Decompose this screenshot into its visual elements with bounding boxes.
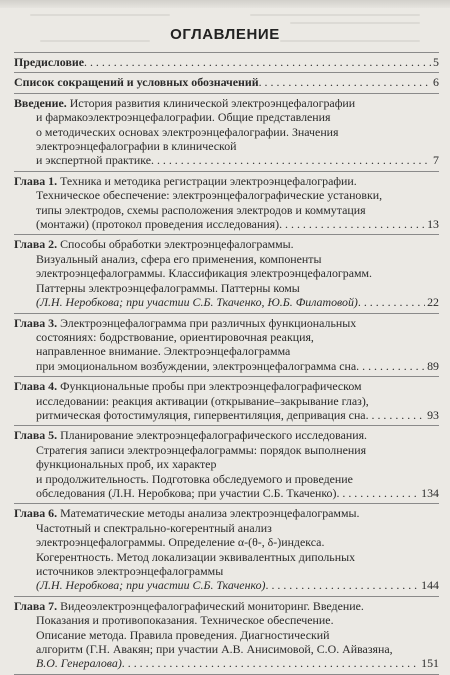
toc-entry-line: электроэнцефалограммы. Классификация электроэнцефалограмм. — [36, 266, 373, 281]
toc-entry-text: История развития клинической электроэнцефалографии — [66, 95, 356, 110]
toc-entry-line: Частотный и спектрально-когерентный анализ — [36, 520, 272, 535]
toc-entry-line: состояниях: бодрствование, ориентировочная реакция, — [36, 329, 314, 344]
toc-entry-authors: В.О. Генералова) — [36, 656, 122, 671]
toc-entry-line: алгоритм (Г.Н. Авакян; при участии А.В. Анисимовой, С.О. Айвазяна, — [36, 642, 393, 657]
toc-entry-preface[interactable] — [14, 52, 439, 72]
toc-entry-line: электроэнцефалограммы. Определение α-(θ-, δ-)индекса. — [36, 535, 325, 550]
toc-entry-line: Описание метода. Правила проведения. Диагностический — [36, 627, 330, 642]
toc-entry-chapter-2[interactable] — [14, 234, 439, 312]
toc-entry-text: Видеоэлектроэнцефалографический мониторинг. Введение. — [57, 598, 364, 613]
toc-entry-line: и фармакоэлектроэнцефалографии. Общие представления — [36, 110, 331, 125]
toc-entry-text: Планирование электроэнцефалографического исследования. — [57, 428, 368, 443]
toc-entry-line: типы электродов, схемы расположения электродов и коммутация — [36, 202, 366, 217]
toc-entry-introduction[interactable] — [14, 93, 439, 171]
toc-entry-abbreviations[interactable] — [14, 72, 439, 92]
toc-page-number: 89 — [427, 358, 439, 373]
toc-entry-text: Способы обработки электроэнцефалограммы. — [57, 237, 294, 252]
toc-entry-line: электроэнцефалографии в клинической — [36, 139, 237, 154]
dot-leader — [358, 295, 425, 309]
toc-entry-text: Функциональные пробы при электроэнцефалографическом — [57, 379, 362, 394]
table-of-contents — [14, 52, 439, 675]
toc-entry-line: исследовании: реакция активации (открывание–закрывание глаз), — [36, 393, 369, 408]
toc-page-number: 151 — [421, 656, 439, 671]
toc-entry-line: при эмоциональном возбуждении, электроэнцефалограмма сна — [36, 358, 357, 373]
dot-leader — [151, 153, 431, 167]
toc-page-number: 5 — [433, 55, 439, 69]
toc-entry-lead: Введение. — [14, 95, 67, 110]
toc-page-number: 13 — [427, 217, 439, 232]
toc-page-number: 22 — [427, 295, 439, 310]
toc-entry-line: Когерентность. Метод локализации эквивалентных дипольных — [36, 549, 356, 564]
toc-entry-text: Техника и методика регистрации электроэнцефалографии. — [57, 173, 357, 188]
toc-entry-line: ритмическая фотостимуляция, гипервентиляция, депривация сна — [36, 407, 366, 422]
toc-entry-chapter-3[interactable] — [14, 313, 439, 377]
toc-entry-authors: (Л.Н. Неробкова; при участии С.Б. Ткаченко) — [36, 578, 266, 593]
toc-page-number: 134 — [421, 485, 439, 500]
toc-entry-lead: Глава 4. — [14, 379, 58, 394]
toc-entry-line: и продолжительность. Подготовка обследуемого и проведение — [36, 471, 353, 486]
dot-leader — [266, 578, 420, 592]
toc-entry-lead: Глава 6. — [14, 506, 58, 521]
toc-entry-line: о методических основах электроэнцефалографии. Значения — [36, 124, 339, 139]
dot-leader — [122, 656, 419, 670]
toc-entry-line: (монтажи) (протокол проведения исследования) — [36, 217, 280, 232]
toc-entry-title: Предисловие — [14, 55, 84, 69]
page-title: ОГЛАВЛЕНИЕ — [170, 26, 280, 43]
toc-entry-line: обследования (Л.Н. Неробкова; при участии С.Б. Ткаченко) — [36, 485, 337, 500]
toc-entry-title: Список сокращений и условных обозначений — [14, 75, 259, 90]
toc-entry-line: Паттерны электроэнцефалограммы. Паттерны комы — [36, 280, 300, 295]
toc-entry-lead: Глава 5. — [14, 428, 58, 443]
toc-entry-text: Электроэнцефалограмма при различных функциональных — [57, 315, 357, 330]
dot-leader — [84, 55, 431, 69]
toc-entry-line: Визуальный анализ, сфера его применения, компоненты — [36, 251, 322, 266]
toc-entry-line: источников электроэнцефалограммы — [36, 564, 224, 578]
dot-leader — [259, 75, 431, 89]
toc-entry-line: Техническое обеспечение: электроэнцефалографические установки, — [36, 188, 383, 203]
toc-entry-lead: Глава 2. — [14, 237, 58, 252]
toc-entry-line: Показания и противопоказания. Техническое обеспечение. — [36, 613, 334, 628]
toc-entry-chapter-4[interactable] — [14, 376, 439, 425]
toc-entry-chapter-6[interactable] — [14, 503, 439, 595]
toc-entry-text: Математические методы анализа электроэнцефалограммы. — [57, 506, 360, 521]
dot-leader — [279, 217, 425, 231]
dot-leader — [356, 359, 425, 373]
toc-entry-chapter-5[interactable] — [14, 425, 439, 503]
toc-page-number: 144 — [421, 578, 439, 593]
toc-entry-line: направленное внимание. Электроэнцефалограмма — [36, 344, 291, 359]
toc-entry-authors: (Л.Н. Неробкова; при участии С.Б. Ткаченко, Ю.Б. Филатовой) — [36, 295, 358, 310]
toc-entry-line: Стратегия записи электроэнцефалограммы: порядок выполнения — [36, 442, 367, 457]
dot-leader — [366, 408, 426, 422]
toc-entry-lead: Глава 3. — [14, 315, 58, 330]
toc-page-number: 6 — [433, 75, 439, 90]
toc-entry-lead: Глава 7. — [14, 598, 58, 613]
dot-leader — [336, 486, 419, 500]
toc-entry-chapter-1[interactable] — [14, 171, 439, 235]
toc-entry-chapter-7[interactable] — [14, 596, 439, 675]
toc-entry-lead: Глава 1. — [14, 173, 58, 188]
toc-entry-line: функциональных проб, их характер — [36, 457, 217, 472]
toc-page-number: 7 — [433, 153, 439, 168]
toc-page-number: 93 — [427, 407, 439, 422]
toc-entry-line: и экспертной практике — [36, 153, 151, 168]
